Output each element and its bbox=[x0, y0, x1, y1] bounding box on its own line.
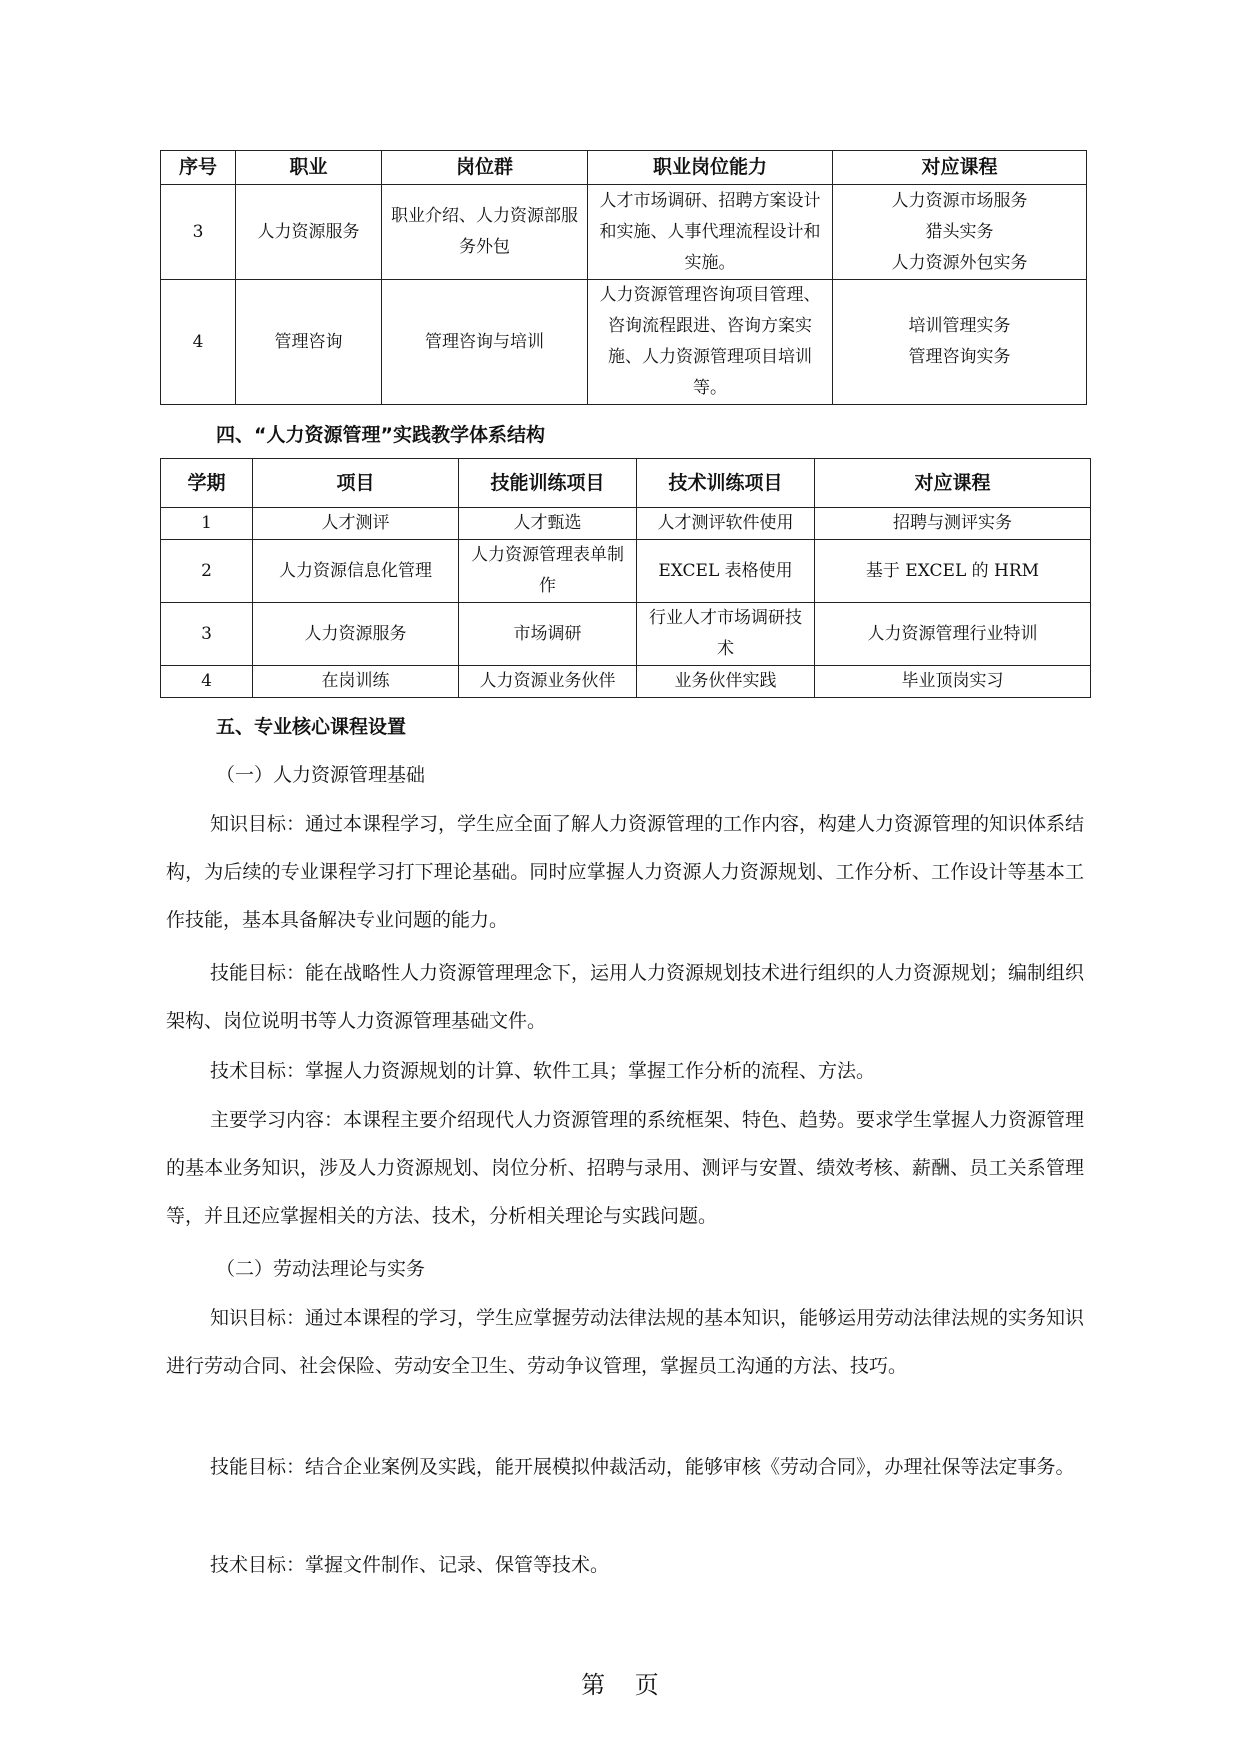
course-2-title: （二）劳动法理论与实务 bbox=[216, 1258, 426, 1280]
table-cell: 培训管理实务 管理咨询实务 bbox=[833, 280, 1087, 405]
header-cell: 技能训练项目 bbox=[459, 459, 637, 508]
table-cell: 人力资源服务 bbox=[253, 603, 459, 666]
practice-teaching-table bbox=[160, 458, 1091, 698]
header-cell: 项目 bbox=[253, 459, 459, 508]
table-cell: 1 bbox=[161, 508, 253, 540]
table-cell: 人力资源管理咨询项目管理、咨询流程跟进、咨询方案实施、人力资源管理项目培训等。 bbox=[588, 280, 833, 405]
table-cell: EXCEL 表格使用 bbox=[637, 540, 815, 603]
table-header-row bbox=[161, 151, 1087, 185]
table-cell: 人才市场调研、招聘方案设计和实施、人事代理流程设计和实施。 bbox=[588, 185, 833, 280]
occupation-table bbox=[160, 150, 1087, 405]
table-cell: 行业人才市场调研技术 bbox=[637, 603, 815, 666]
table-row bbox=[161, 508, 1091, 540]
table-row bbox=[161, 280, 1087, 405]
header-cell: 职业 bbox=[236, 151, 382, 185]
header-cell: 岗位群 bbox=[382, 151, 588, 185]
table-cell: 人力资源业务伙伴 bbox=[459, 666, 637, 698]
table-cell: 3 bbox=[161, 185, 236, 280]
table-cell: 毕业顶岗实习 bbox=[815, 666, 1091, 698]
table-cell: 管理咨询与培训 bbox=[382, 280, 588, 405]
table-cell: 人力资源管理行业特训 bbox=[815, 603, 1091, 666]
table-cell: 人才甄选 bbox=[459, 508, 637, 540]
table-cell: 管理咨询 bbox=[236, 280, 382, 405]
table-cell: 2 bbox=[161, 540, 253, 603]
table-cell: 人力资源管理表单制作 bbox=[459, 540, 637, 603]
table-row bbox=[161, 540, 1091, 603]
section-4-title: 四、“人力资源管理”实践教学体系结构 bbox=[216, 424, 545, 446]
header-cell: 序号 bbox=[161, 151, 236, 185]
header-cell: 技术训练项目 bbox=[637, 459, 815, 508]
table-cell: 职业介绍、人力资源部服务外包 bbox=[382, 185, 588, 280]
table-cell: 人才测评 bbox=[253, 508, 459, 540]
page-footer: 第 页 bbox=[581, 1671, 659, 1699]
table-cell: 4 bbox=[161, 280, 236, 405]
course-2-skill-goal: 技能目标：结合企业案例及实践，能开展模拟仲裁活动，能够审核《劳动合同》，办理社保等法定事务。 bbox=[210, 1456, 1075, 1478]
table-cell: 业务伙伴实践 bbox=[637, 666, 815, 698]
table-cell: 3 bbox=[161, 603, 253, 666]
table-cell: 人力资源信息化管理 bbox=[253, 540, 459, 603]
table-row bbox=[161, 603, 1091, 666]
section-5-title: 五、专业核心课程设置 bbox=[216, 716, 407, 738]
course-1-knowledge-goal: 知识目标：通过本课程学习，学生应全面了解人力资源管理的工作内容，构建人力资源管理的知识体系结构，为后续的专业课程学习打下理论基础。同时应掌握人力资源人力资源规划、工作分析、工作设计等基本工作技能，基本具备解决专业问题的能力。 bbox=[166, 813, 1085, 931]
header-cell: 学期 bbox=[161, 459, 253, 508]
course-1-title: （一）人力资源管理基础 bbox=[216, 764, 426, 786]
course-2-knowledge-goal: 知识目标：通过本课程的学习，学生应掌握劳动法律法规的基本知识，能够运用劳动法律法规的实务知识进行劳动合同、社会保险、劳动安全卫生、劳动争议管理，掌握员工沟通的方法、技巧。 bbox=[166, 1307, 1085, 1377]
table-cell: 在岗训练 bbox=[253, 666, 459, 698]
header-cell: 对应课程 bbox=[815, 459, 1091, 508]
header-cell: 对应课程 bbox=[833, 151, 1087, 185]
table-cell: 人才测评软件使用 bbox=[637, 508, 815, 540]
table-cell: 人力资源市场服务 猎头实务 人力资源外包实务 bbox=[833, 185, 1087, 280]
table-header-row bbox=[161, 459, 1091, 508]
course-1-tech-goal: 技术目标：掌握人力资源规划的计算、软件工具；掌握工作分析的流程、方法。 bbox=[210, 1060, 876, 1082]
table-row bbox=[161, 185, 1087, 280]
table-row bbox=[161, 666, 1091, 698]
table-cell: 招聘与测评实务 bbox=[815, 508, 1091, 540]
course-1-content: 主要学习内容：本课程主要介绍现代人力资源管理的系统框架、特色、趋势。要求学生掌握人力资源管理的基本业务知识，涉及人力资源规划、岗位分析、招聘与录用、测评与安置、绩效考核、薪酬、员工关系管理等，并且还应掌握相关的方法、技术，分析相关理论与实践问题。 bbox=[166, 1109, 1085, 1227]
table-cell: 基于 EXCEL 的 HRM bbox=[815, 540, 1091, 603]
table-cell: 市场调研 bbox=[459, 603, 637, 666]
course-1-skill-goal: 技能目标：能在战略性人力资源管理理念下，运用人力资源规划技术进行组织的人力资源规划；编制组织架构、岗位说明书等人力资源管理基础文件。 bbox=[166, 962, 1085, 1032]
course-2-tech-goal: 技术目标：掌握文件制作、记录、保管等技术。 bbox=[210, 1554, 610, 1576]
table-cell: 4 bbox=[161, 666, 253, 698]
table-cell: 人力资源服务 bbox=[236, 185, 382, 280]
header-cell: 职业岗位能力 bbox=[588, 151, 833, 185]
